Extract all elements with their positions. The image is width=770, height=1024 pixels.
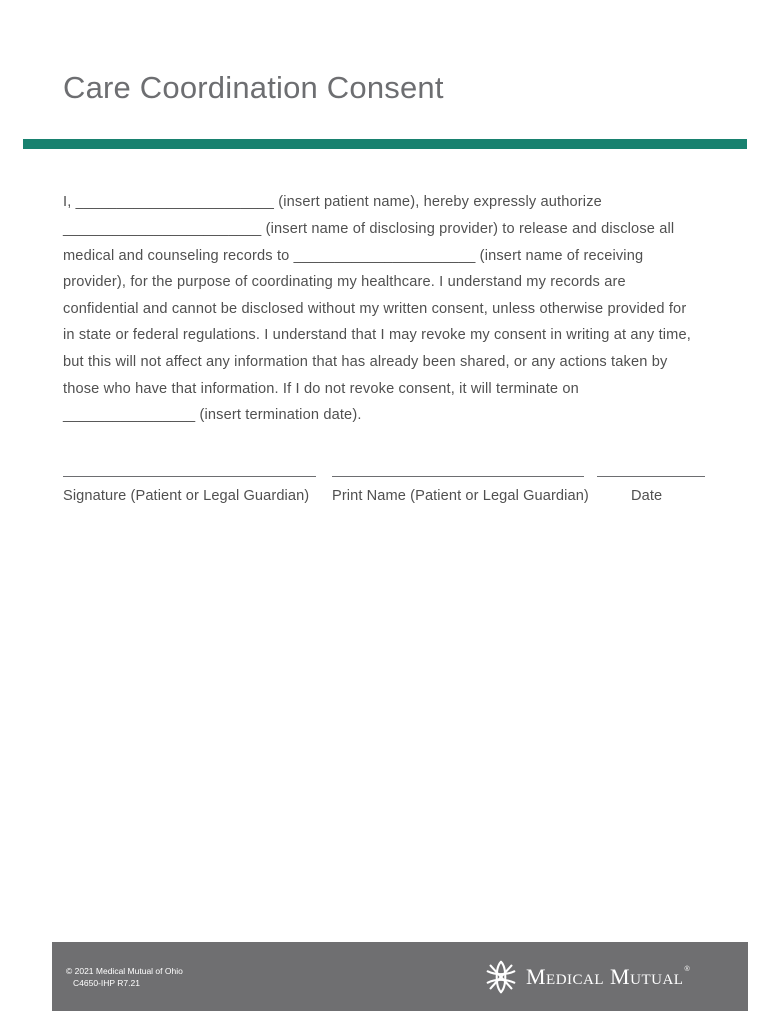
consent-line-8: those who have that information. If I do not revoke consent, it will terminate on <box>63 381 579 397</box>
logo-wordmark: Medical Mutual <box>526 964 684 989</box>
footer-bar <box>52 942 748 1011</box>
signature-label: Signature (Patient or Legal Guardian) <box>63 488 310 504</box>
consent-line-7: but this will not affect any information that has already been shared, or any actions taken by <box>63 354 668 370</box>
consent-line-4: provider), for the purpose of coordinating my healthcare. I understand my records are <box>63 274 626 290</box>
medical-mutual-logo-icon <box>482 958 520 996</box>
consent-line-1: I, ________________________ (insert patient name), hereby expressly authorize <box>63 194 602 210</box>
consent-line-9: ________________ (insert termination date). <box>63 407 362 423</box>
footer-copyright <box>66 965 183 989</box>
date-line[interactable] <box>597 476 705 477</box>
consent-line-6: in state or federal regulations. I understand that I may revoke my consent in writing at any time, <box>63 327 691 343</box>
consent-line-3: medical and counseling records to ______________________ (insert name of receiving <box>63 248 644 264</box>
print-name-label: Print Name (Patient or Legal Guardian) <box>332 488 589 504</box>
form-code-text: C4650-IHP R7.21 <box>73 978 140 988</box>
medical-mutual-logo <box>482 958 690 996</box>
title-divider-bar <box>23 139 747 149</box>
print-name-line[interactable] <box>332 476 584 477</box>
signature-line[interactable] <box>63 476 316 477</box>
page-title: Care Coordination Consent <box>63 70 444 105</box>
copyright-text: © 2021 Medical Mutual of Ohio <box>66 966 183 976</box>
consent-line-5: confidential and cannot be disclosed without my written consent, unless otherwise provided for <box>63 301 687 317</box>
registered-mark: ® <box>684 966 690 973</box>
date-label: Date <box>631 488 663 504</box>
consent-line-2: ________________________ (insert name of disclosing provider) to release and disclose all <box>63 221 675 237</box>
